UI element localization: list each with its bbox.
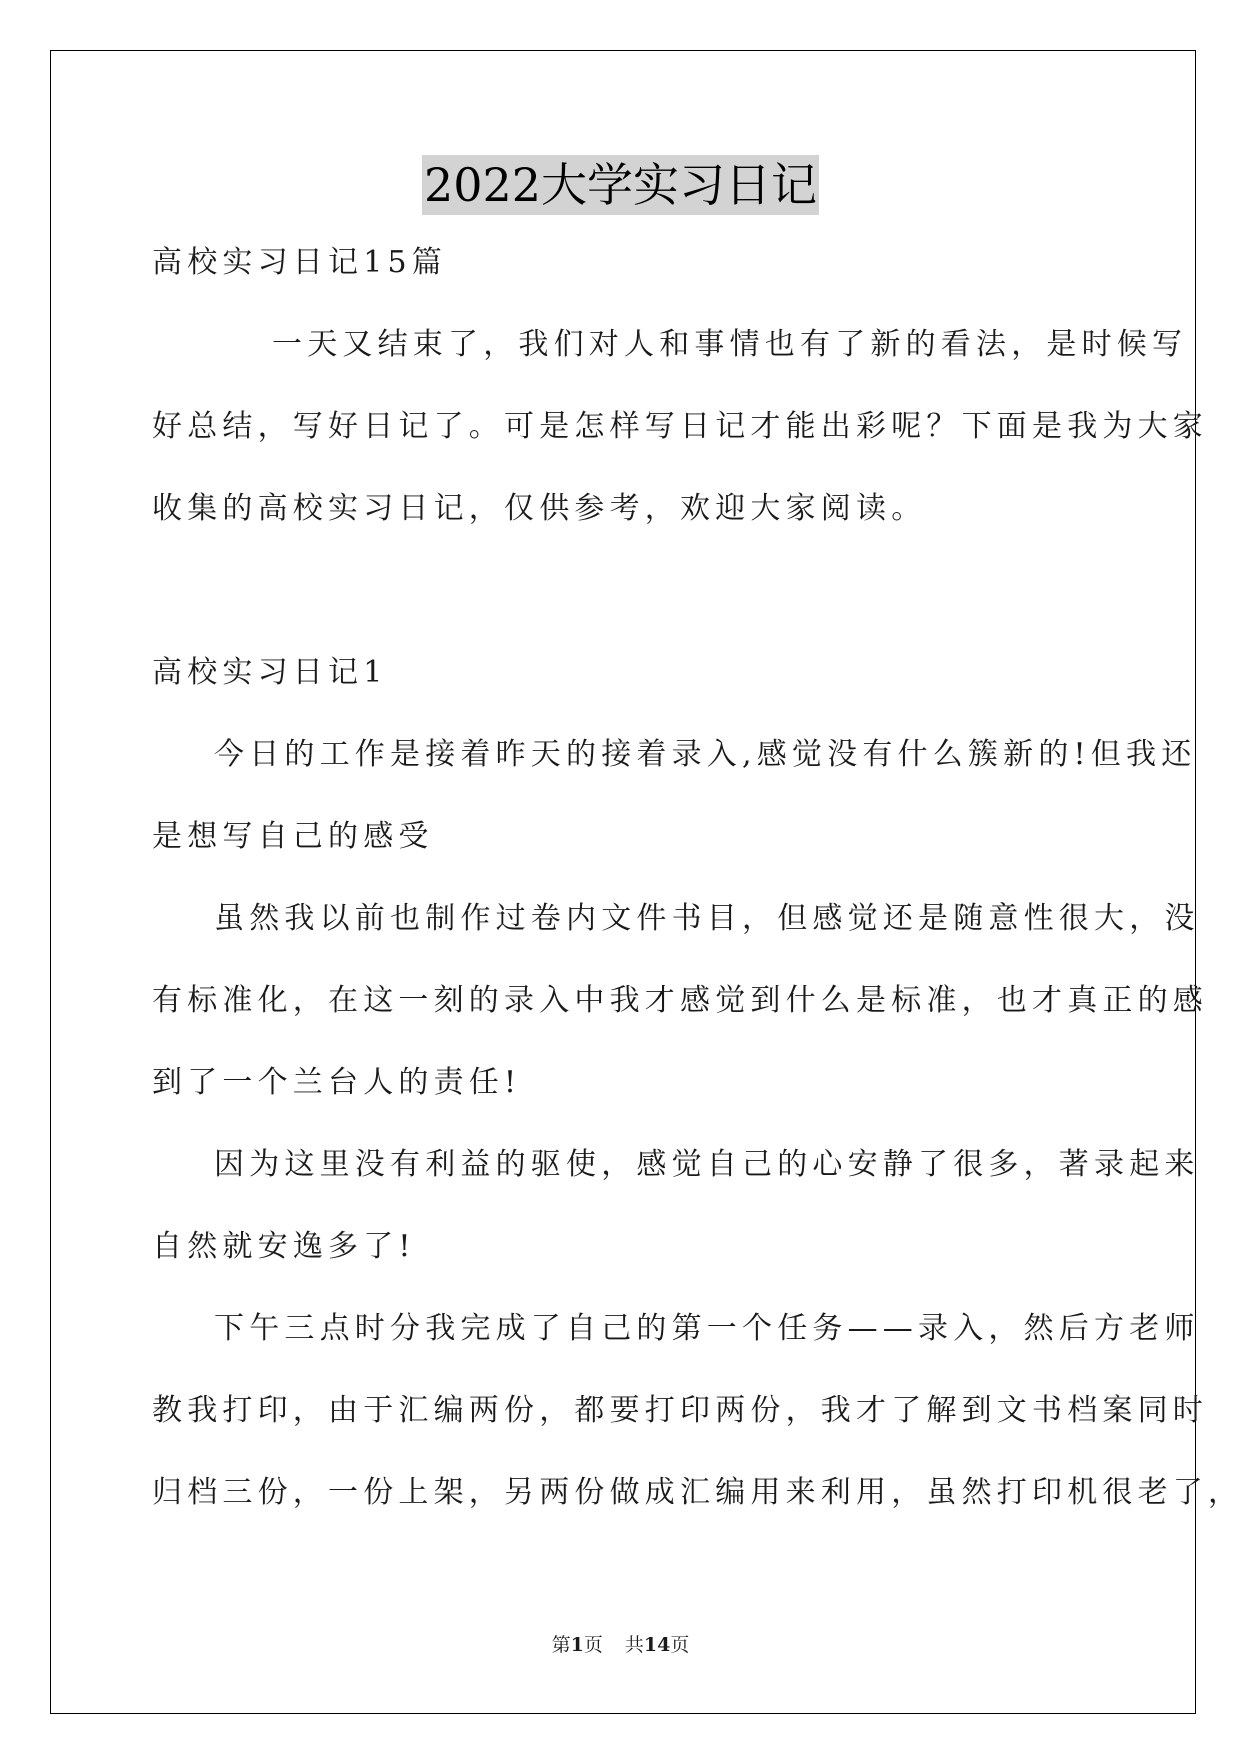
paragraph-line: 下午三点时分我完成了自己的第一个任务——录入，然后方老师 [214,1311,1200,1346]
document-body [152,222,1243,1534]
intro-line: 一天又结束了，我们对人和事情也有了新的看法，是时候写 [272,327,1188,362]
intro-line: 好总结，写好日记了。可是怎样写日记才能出彩呢？下面是我为大家 [152,409,1208,444]
section-heading: 高校实习日记15篇 [152,245,447,280]
document-title: 2022大学实习日记 [422,155,819,215]
page-current: 1 [570,1634,584,1656]
paragraph-line: 有标准化，在这一刻的录入中我才感觉到什么是标准，也才真正的感 [152,983,1208,1018]
paragraph-line: 教我打印，由于汇编两份，都要打印两份，我才了解到文书档案同时 [152,1393,1208,1428]
page-suffix: 页 [583,1634,603,1656]
paragraph-line: 因为这里没有利益的驱使，感觉自己的心安静了很多，著录起来 [214,1147,1200,1182]
paragraph-line: 今日的工作是接着昨天的接着录入,感觉没有什么簇新的!但我还 [214,737,1197,772]
page-total: 14 [643,1634,671,1656]
paragraph-line: 到了一个兰台人的责任! [152,1065,522,1100]
title-container [0,155,1241,215]
total-suffix: 页 [670,1634,690,1656]
total-prefix: 共 [624,1634,644,1656]
page-footer [0,1632,1241,1658]
intro-line: 收集的高校实习日记，仅供参考，欢迎大家阅读。 [152,491,927,526]
paragraph-line: 虽然我以前也制作过卷内文件书目，但感觉还是随意性很大，没 [214,901,1200,936]
page-prefix: 第 [551,1634,571,1656]
blank-line [152,550,1092,632]
entry-heading: 高校实习日记1 [152,655,388,690]
paragraph-line: 归档三份，一份上架，另两份做成汇编用来利用，虽然打印机很老了， [152,1475,1243,1510]
paragraph-line: 自然就安逸多了! [152,1229,416,1264]
paragraph-line: 是想写自己的感受 [152,819,434,854]
